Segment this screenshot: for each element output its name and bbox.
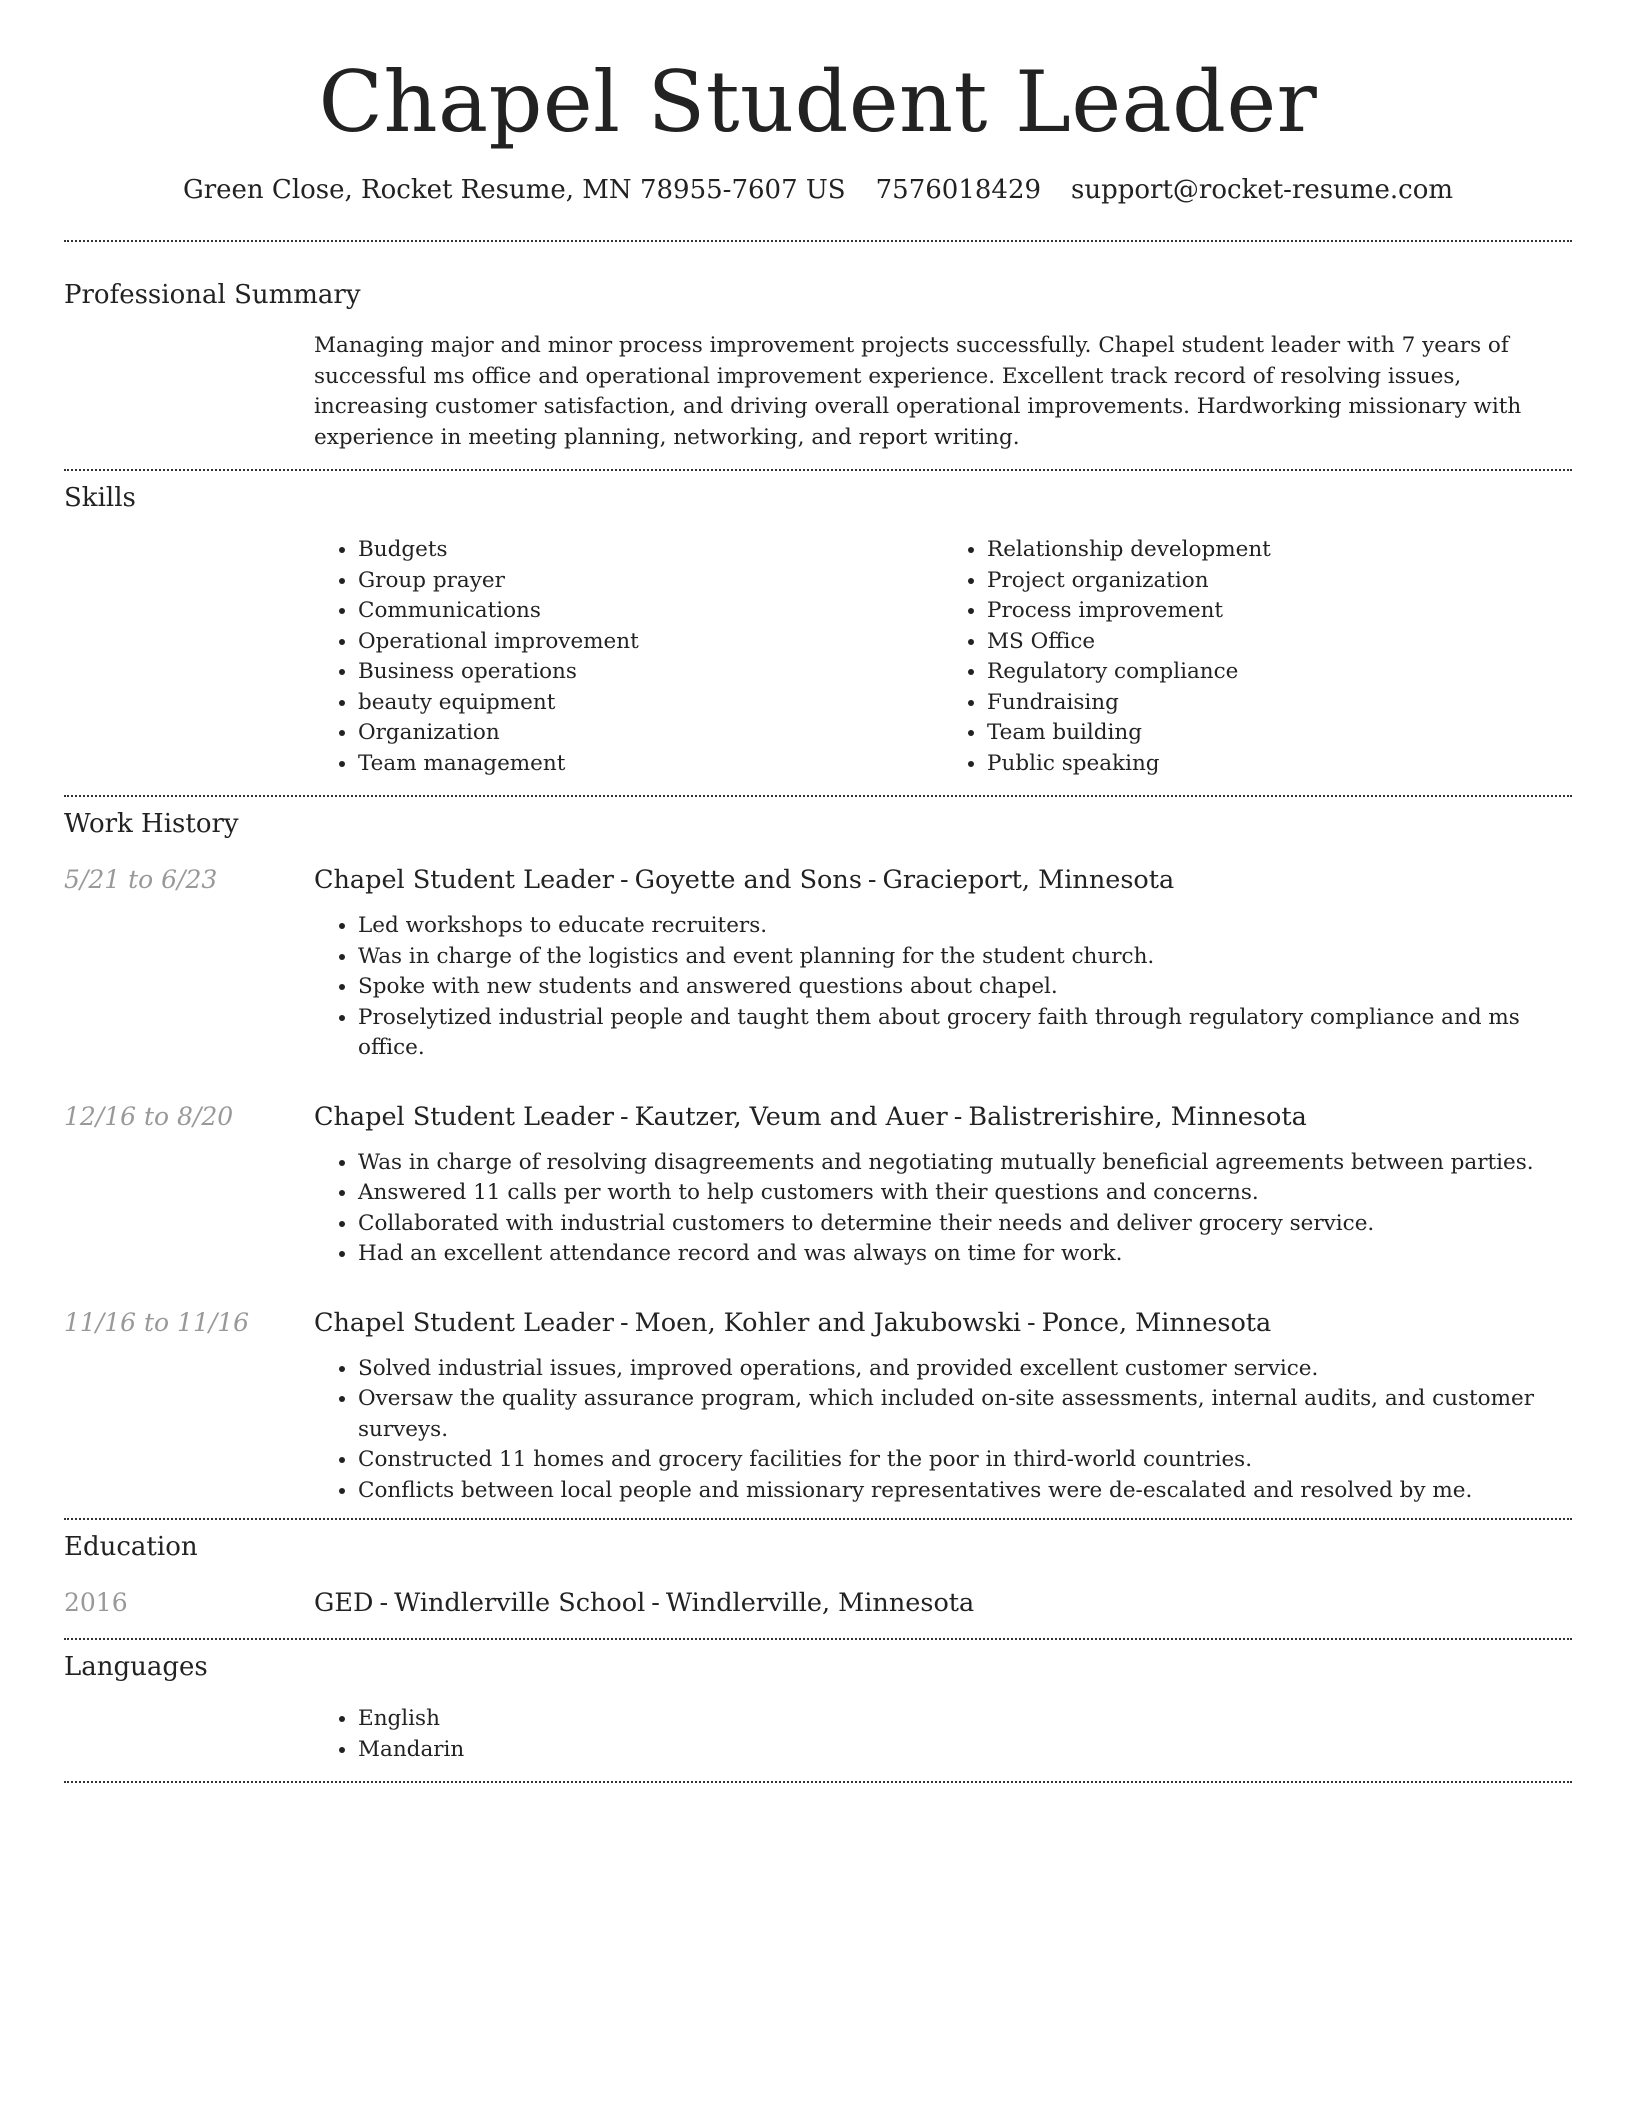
job-bullet: • Was in charge of the logistics and event planning for the student church. <box>358 942 1572 973</box>
address: Green Close, Rocket Resume, MN 78955-7607 US <box>182 175 846 205</box>
resume-page <box>64 0 1572 1783</box>
skill-item: • Budgets <box>358 535 943 566</box>
separator: - <box>867 865 877 895</box>
job-bullet: • Conflicts between local people and missionary representatives were de-escalated and resolved by me. <box>358 1476 1572 1507</box>
section-title: Education <box>64 1532 198 1562</box>
job-bullet: • Solved industrial issues, improved operations, and provided excellent customer service. <box>358 1354 1572 1385</box>
job-entry <box>64 863 1572 1064</box>
job-bullets <box>314 1148 1572 1270</box>
job-bullet: • Spoke with new students and answered questions about chapel. <box>358 972 1572 1003</box>
separator: - <box>953 1101 963 1132</box>
skill-item: • Project organization <box>987 566 1572 597</box>
separator: - <box>619 1101 629 1132</box>
skill-item: • Group prayer <box>358 566 943 597</box>
email[interactable]: support@rocket-resume.com <box>1071 175 1454 205</box>
skill-item: • Public speaking <box>987 749 1572 780</box>
job-bullet: • Answered 11 calls per worth to help customers with their questions and concerns. <box>358 1178 1572 1209</box>
job-role: Chapel Student Leader <box>314 1101 614 1132</box>
job-bullets <box>314 911 1572 1064</box>
language-item: • Mandarin <box>358 1735 1572 1766</box>
job-heading <box>314 1306 1572 1340</box>
job-dates: 11/16 to 11/16 <box>64 1307 250 1337</box>
job-company: Goyette and Sons <box>634 865 862 895</box>
job-bullet: • Collaborated with industrial customers to determine their needs and deliver grocery service. <box>358 1209 1572 1240</box>
skill-item: • Organization <box>358 718 943 749</box>
phone[interactable]: 7576018429 <box>875 175 1042 205</box>
skill-item: • beauty equipment <box>358 688 943 719</box>
education-entry <box>64 1586 1572 1620</box>
skill-item: • Communications <box>358 596 943 627</box>
job-entry <box>64 1306 1572 1507</box>
job-bullet: • Led workshops to educate recruiters. <box>358 911 1572 942</box>
separator: - <box>379 1588 389 1618</box>
section-title: Work History <box>64 809 239 839</box>
job-entry <box>64 1100 1572 1270</box>
job-location: Ponce, Minnesota <box>1041 1307 1272 1338</box>
candidate-name: Chapel Student Leader <box>318 53 1318 151</box>
contact-line <box>64 172 1572 208</box>
section-title: Professional Summary <box>64 280 361 310</box>
skill-item: • Relationship development <box>987 535 1572 566</box>
skills-grid <box>314 535 1572 779</box>
job-company: Moen, Kohler and Jakubowski <box>634 1307 1022 1338</box>
job-company: Kautzer, Veum and Auer <box>634 1101 948 1132</box>
job-bullet: • Proselytized industrial people and taught them about grocery faith through regulatory compliance and ms office. <box>358 1003 1572 1064</box>
skill-item: • Fundraising <box>987 688 1572 719</box>
separator: - <box>1027 1307 1036 1338</box>
job-details <box>314 911 1572 1064</box>
job-bullet: • Oversaw the quality assurance program, which included on-site assessments, internal audits, and customer surveys. <box>358 1384 1572 1445</box>
languages-content <box>314 1704 1572 1765</box>
section-title: Languages <box>64 1652 208 1682</box>
education-section <box>64 1520 1572 1638</box>
education-school: Windlerville School <box>394 1588 646 1618</box>
job-dates: 12/16 to 8/20 <box>64 1101 234 1131</box>
skill-item: • Business operations <box>358 657 943 688</box>
education-heading <box>314 1586 1572 1620</box>
job-location: Gracieport, Minnesota <box>882 865 1175 895</box>
job-details <box>314 1148 1572 1270</box>
job-dates: 5/21 to 6/23 <box>64 865 218 894</box>
languages-section <box>64 1640 1572 1781</box>
job-bullets <box>314 1354 1572 1507</box>
skill-item: • Team management <box>358 749 943 780</box>
skill-item: • Team building <box>987 718 1572 749</box>
job-bullet: • Constructed 11 homes and grocery facilities for the poor in third-world countries. <box>358 1445 1572 1476</box>
separator: - <box>619 865 629 895</box>
education-degree: GED <box>314 1588 374 1618</box>
language-item: • English <box>358 1704 1572 1735</box>
job-details <box>314 1354 1572 1507</box>
skills-content <box>314 535 1572 779</box>
job-location: Balistrerishire, Minnesota <box>968 1101 1307 1132</box>
languages-list <box>314 1704 1572 1765</box>
separator: - <box>651 1588 660 1618</box>
education-year: 2016 <box>64 1588 128 1617</box>
job-role: Chapel Student Leader <box>314 1307 614 1338</box>
job-heading <box>314 1100 1572 1134</box>
skills-list-right <box>943 535 1572 779</box>
skills-list-left <box>314 535 943 779</box>
skills-section <box>64 471 1572 795</box>
separator: - <box>619 1307 629 1338</box>
job-bullet: • Was in charge of resolving disagreements and negotiating mutually beneficial agreements between parties. <box>358 1148 1572 1179</box>
job-heading <box>314 863 1572 897</box>
skill-item: • Process improvement <box>987 596 1572 627</box>
education-location: Windlerville, Minnesota <box>665 1588 975 1618</box>
summary-text: Managing major and minor process improvement projects successfully. Chapel student leader with 7 years of successful ms office and operational improvement experience. Excellent track record of resolving issues, increasing customer satisfaction, and driving overall operational improvements. Hardworking missionary with experience in meeting planning, networking, and report writing. <box>314 333 1522 450</box>
skill-item: • MS Office <box>987 627 1572 658</box>
skill-item: • Operational improvement <box>358 627 943 658</box>
divider <box>64 1781 1572 1783</box>
skill-item: • Regulatory compliance <box>987 657 1572 688</box>
section-title: Skills <box>64 483 136 513</box>
summary-section <box>64 242 1572 469</box>
job-role: Chapel Student Leader <box>314 865 614 895</box>
job-bullet: • Had an excellent attendance record and was always on time for work. <box>358 1239 1572 1270</box>
work-section <box>64 797 1572 1518</box>
